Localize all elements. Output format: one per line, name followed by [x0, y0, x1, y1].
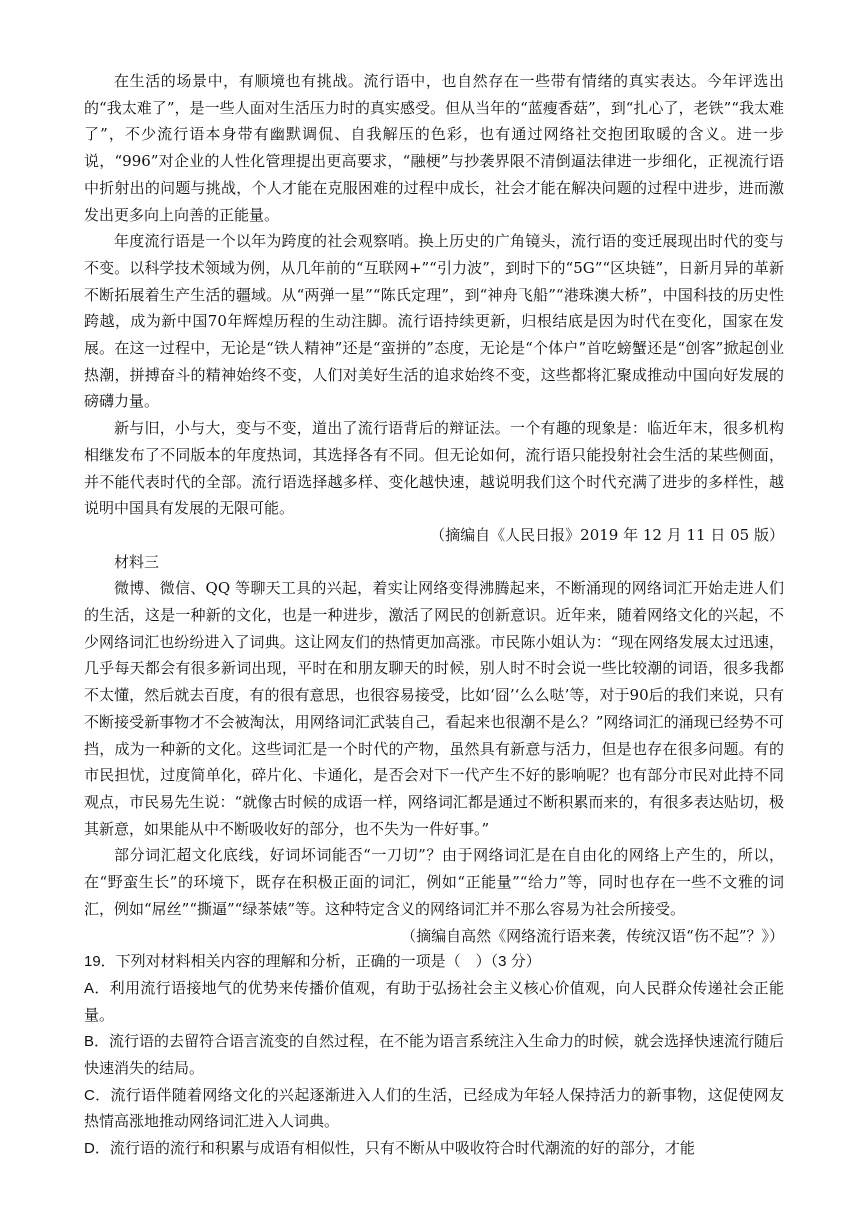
material3-paragraph-1: 微博、微信、QQ 等聊天工具的兴起，着实让网络变得沸腾起来，不断涌现的网络词汇开始走进人们的生活，这是一种新的文化，也是一种进步，激活了网民的创新意识。近年来，随着网络文化的兴起，不少网络词汇也纷纷进入了词典。这让网友们的热情更加高涨。市民陈小姐认为：“现在网络发展太过迅速，几乎每天都会有很多新词出现，平时在和朋友聊天的时候，别人时不时会说一些比较潮的词语，很多我都不太懂，然后就去百度，有的很有意思，也很容易接受，比如‘囧’‘么么哒’等，对于90后的我们来说，只有不断接受新事物才不会被淘汰，用网络词汇武装自己，看起来也很潮不是么？”网络词汇的涌现已经势不可挡，成为一种新的文化。这些词汇是一个时代的产物，虽然具有新意与活力，但是也存在很多问题。有的市民担忧，过度简单化，碎片化、卡通化，是否会对下一代产生不好的影响呢？也有部分市民对此持不同观点，市民易先生说：“就像古时候的成语一样，网络词汇都是通过不断积累而来的，有很多表达贴切，极其新意，如果能从中不断吸收好的部分，也不失为一件好事。”: [84, 579, 784, 838]
material3-heading: 材料三: [114, 552, 160, 571]
question-19-option-d: D．流行语的流行和积累与成语有相似性，只有不断从中吸收符合时代潮流的好的部分，才能: [84, 1140, 695, 1158]
question-19-option-c: C．流行语伴随着网络文化的兴起逐渐进入人们的生活，已经成为年轻人保持活力的新事物，这促使网友热情高涨地推动网络词汇进入人词典。: [84, 1086, 784, 1131]
question-19-option-b: B．流行语的去留符合语言流变的自然过程，在不能为语言系统注入生命力的时候，就会选择快速流行随后快速消失的结局。: [84, 1033, 785, 1078]
material3-paragraph-2: 部分词汇超文化底线，好词坏词能否“一刀切”？由于网络词汇是在自由化的网络上产生的，所以，在“野蛮生长”的环境下，既存在积极正面的词汇，例如“正能量”“给力”等，同时也存在一些不文雅的词汇，例如“屌丝”“撕逼”“绿茶婊”等。这种特定含义的网络词汇并不那么容易为社会所接受。: [84, 846, 784, 918]
material2-paragraph-1: 在生活的场景中，有顺境也有挑战。流行语中，也自然存在一些带有情绪的真实表达。今年评选出的“我太难了”，是一些人面对生活压力时的真实感受。但从当年的“蓝瘦香菇”，到“扎心了，老铁”“我太难了”，不少流行语本身带有幽默调侃、自我解压的色彩，也有通过网络社交抱团取暖的含义。进一步说，“996”对企业的人性化管理提出更高要求，“融梗”与抄袭界限不清倒逼法律进一步细化，正视流行语中折射出的问题与挑战，个人才能在克服困难的过程中成长，社会才能在解决问题的过程中进步，进而激发出更多向上向善的正能量。: [84, 72, 784, 224]
question-19-stem: 19．下列对材料相关内容的理解和分析，正确的一项是（ ）（3 分）: [84, 953, 541, 971]
material2-source: （摘编自《人民日报》2019 年 12 月 11 日 05 版）: [430, 525, 784, 544]
material3-source: （摘编自高然《网络流行语来袭，传统汉语“伤不起”？》）: [401, 926, 784, 945]
question-19-option-a: A．利用流行语接地气的优势来传播价值观，有助于弘扬社会主义核心价值观，向人民群众传递社会正能量。: [84, 979, 784, 1024]
material2-paragraph-3: 新与旧，小与大，变与不变，道出了流行语背后的辩证法。一个有趣的现象是：临近年末，很多机构相继发布了不同版本的年度热词，其选择各有不同。但无论如何，流行语只能投射社会生活的某些侧面，并不能代表时代的全部。流行语选择越多样、变化越快速，越说明我们这个时代充满了进步的多样性，越说明中国具有发展的无限可能。: [84, 419, 784, 518]
material2-paragraph-2: 年度流行语是一个以年为跨度的社会观察哨。换上历史的广角镜头，流行语的变迁展现出时代的变与不变。以科学技术领域为例，从几年前的“互联网+”“引力波”，到时下的“5G”“区块链”，日新月异的革新不断拓展着生产生活的疆域。从“两弹一星”“陈氏定理”，到“神舟飞船”“港珠澳大桥”，中国科技的历史性跨越，成为新中国70年辉煌历程的生动注脚。流行语持续更新，归根结底是因为时代在变化，国家在发展。在这一过程中，无论是“铁人精神”还是“蛮拼的”态度，无论是“个体户”首吃螃蟹还是“创客”掀起创业热潮，拼搏奋斗的精神始终不变，人们对美好生活的追求始终不变，这些都将汇聚成推动中国向好发展的磅礴力量。: [84, 232, 784, 411]
document-page: [84, 68, 784, 1163]
